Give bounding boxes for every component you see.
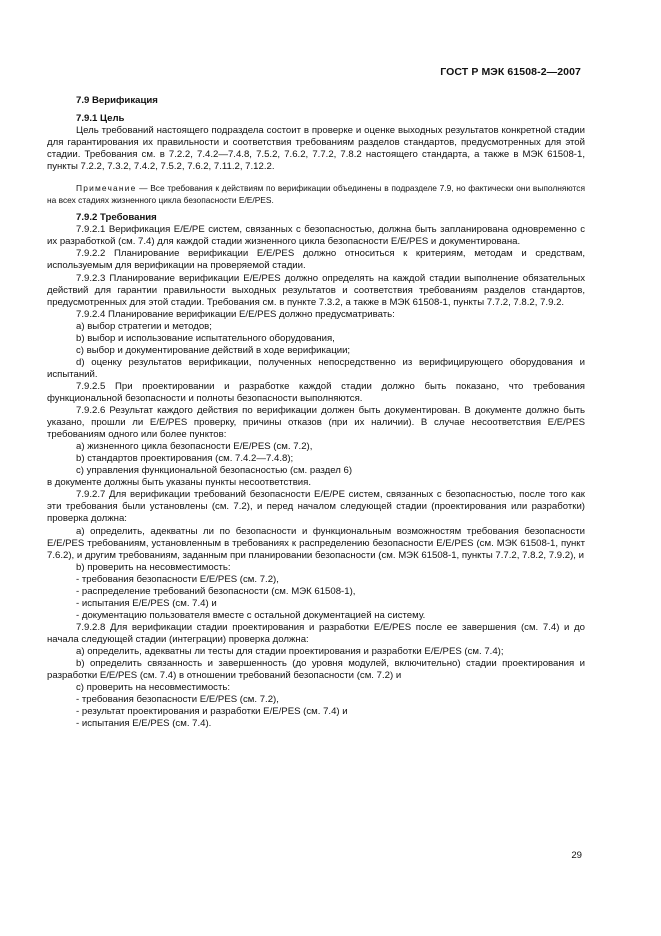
subsection-heading-7-9-1: 7.9.1 Цель bbox=[76, 113, 125, 125]
paragraph-7-9-2-6: 7.9.2.6 Результат каждого действия по верификации должен быть документирован. В документе должно быть указано, прошли ли E/E/PES проверку, причины отказов (при их наличии). В случае несоответствия E/E/PES требованиям одного или более пунктов: bbox=[47, 405, 585, 441]
paragraph-7-9-2-5: 7.9.2.5 При проектировании и разработке каждой стадии должно быть показано, что требования функциональной безопасности и полноты безопасности выполняются. bbox=[47, 380, 585, 404]
paragraph-7-9-2-4: 7.9.2.4 Планирование верификации E/E/PES должно предусматривать: bbox=[76, 308, 395, 320]
list-item: c) проверить на несовместимость: bbox=[76, 682, 231, 694]
dash-item: - документацию пользователя вместе с остальной документацией на систему. bbox=[76, 609, 426, 621]
list-item: c) выбор и документирование действий в ходе верификации; bbox=[76, 344, 351, 356]
dash-item: - требования безопасности E/E/PES (см. 7.2), bbox=[76, 694, 279, 706]
list-item: d) оценку результатов верификации, полученных непосредственно из верифицирующего оборудования и испытаний. bbox=[47, 356, 585, 380]
paragraph-7-9-2-1: 7.9.2.1 Верификация E/E/PE систем, связанных с безопасностью, должна быть запланирована одновременно с их разработкой (см. 7.4) для каждой стадии жизненного цикла безопасности E/E/PES и документирована. bbox=[47, 224, 585, 248]
subsection-heading-7-9-2: 7.9.2 Требования bbox=[76, 212, 157, 224]
list-item: b) проверить на несовместимость: bbox=[76, 561, 231, 573]
document-body bbox=[47, 93, 585, 730]
paragraph-7-9-1: Цель требований настоящего подраздела состоит в проверке и оценке выходных результатов конкретной стадии для гарантирования их правильности и соответствия требованиям разделов стандартов, предусмотренных для этой стадии. Требования см. в 7.2.2, 7.4.2—7.4.8, 7.5.2, 7.6.2, 7.7.2, 7.8.2 настоящего стандарта, а также в МЭК 61508-1, пункты 7.2.2, 7.3.2, 7.4.2, 7.5.2, 7.6.2, 7.11.2, 7.12.2. bbox=[47, 125, 585, 173]
paragraph-7-9-2-7: 7.9.2.7 Для верификации требований безопасности E/E/PE систем, связанных с безопасностью, после того как эти требования были установлены (см. 7.2), и перед началом следующей стадии (проектирования или разработки) проверка должна: bbox=[47, 489, 585, 525]
section-heading: 7.9 Верификация bbox=[76, 95, 158, 106]
page-number: 29 bbox=[571, 850, 582, 861]
dash-item: - испытания E/E/PES (см. 7.4) и bbox=[76, 597, 217, 609]
list-item: c) управления функциональной безопасностью (см. раздел 6) bbox=[76, 465, 353, 477]
paragraph-7-9-2-8: 7.9.2.8 Для верификации стадии проектирования и разработки E/E/PES после ее завершения (см. 7.4) и до начала следующей стадии (интеграции) проверка должна: bbox=[47, 621, 585, 645]
paragraph-7-9-2-3: 7.9.2.3 Планирование верификации E/E/PES должно определять на каждой стадии выполнение обязательных действий для гарантии правильности выходных результатов и соответствия требованиям разделов стандартов, предусмотренных для этой стадии. Требования см. в пункте 7.3.2, а также в МЭК 61508-1, пункты 7.7.2, 7.8.2, 7.9.2. bbox=[47, 272, 585, 308]
note-text: — Все требования к действиям по верификации объединены в подразделе 7.9, но фактически они выполняются на всех стадиях жизненного цикла безопасности E/E/PES. bbox=[47, 183, 585, 206]
list-item: b) стандартов проектирования (см. 7.4.2—7.4.8); bbox=[76, 453, 294, 465]
list-item: b) выбор и использование испытательного оборудования, bbox=[76, 332, 335, 344]
dash-item: - требования безопасности E/E/PES (см. 7.2), bbox=[76, 573, 279, 585]
note-label: Примечание bbox=[76, 183, 137, 194]
paragraph-tail: в документе должны быть указаны пункты несоответствия. bbox=[47, 477, 312, 489]
list-item: a) жизненного цикла безопасности E/E/PES (см. 7.2), bbox=[76, 441, 313, 453]
dash-item: - распределение требований безопасности (см. МЭК 61508-1), bbox=[76, 585, 356, 597]
standard-header: ГОСТ Р МЭК 61508-2—2007 bbox=[440, 66, 581, 78]
dash-item: - испытания E/E/PES (см. 7.4). bbox=[76, 718, 212, 730]
note bbox=[47, 182, 585, 206]
list-item: a) определить, адекватны ли тесты для стадии проектирования и разработки E/E/PES (см. 7.4); bbox=[76, 645, 504, 657]
paragraph-7-9-2-2: 7.9.2.2 Планирование верификации E/E/PES должно относиться к критериям, методам и средствам, используемым для верификации на проверяемой стадии. bbox=[47, 248, 585, 272]
list-item: b) определить связанность и завершенность (до уровня модулей, включительно) стадии проектирования и разработки E/E/PES (см. 7.4) в отношении требований безопасности (см. 7.2) и bbox=[47, 658, 585, 682]
dash-item: - результат проектирования и разработки E/E/PES (см. 7.4) и bbox=[76, 706, 348, 718]
list-item: a) выбор стратегии и методов; bbox=[76, 320, 212, 332]
list-item: a) определить, адекватны ли по безопасности и функциональным возможностям требования безопасности E/E/PES требованиям, установленным в требованиях к распределению безопасности E/E/PES (см. МЭК 61508-1, пункт 7.6.2), и другим требованиям, заданным при планировании безопасности (см. МЭК 61508-1, пункты 7.7.2, 7.8.2, 7.9.2), и bbox=[47, 525, 585, 561]
